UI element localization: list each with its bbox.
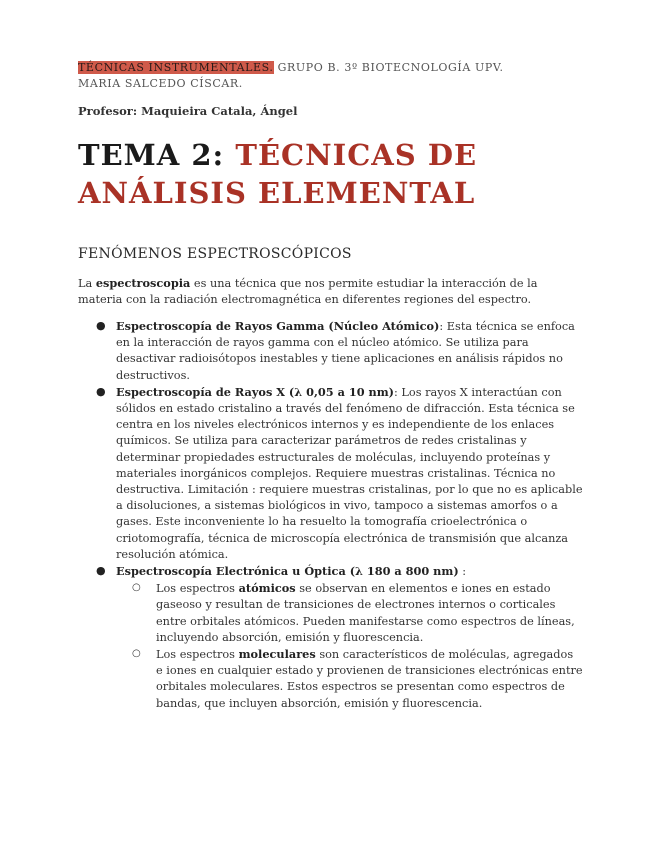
bullet-icon: ● [96,319,106,332]
sub-post: son característicos de moléculas, agregados e iones en cualquier estado y provienen de transiciones electrónicas entre orbitales moleculares. Estos espectros se presentan como espectros de bandas, que incluyen absorción, emisión y fluorescencia. [156,648,583,710]
sub-pre: Los espectros [156,582,239,596]
item-title: Espectroscopía de Rayos Gamma (Núcleo Atómico) [116,319,440,333]
course-group: GRUPO B. 3º BIOTECNOLOGÍA UPV. [273,61,504,74]
sub-term: moleculares [238,647,316,662]
sub-pre: Los espectros [156,648,239,662]
bullet-icon: ● [96,384,106,398]
title-accent-line-1: TÉCNICAS DE [235,138,478,172]
bullet-icon: ● [96,564,106,578]
item-title: Espectroscopía Electrónica u Óptica (λ 180 a 800 nm) [116,564,459,579]
title-accent-line-2: ANÁLISIS ELEMENTAL [78,176,476,210]
course-highlight: TÉCNICAS INSTRUMENTALES. [78,61,274,74]
sub-term: atómicos [238,581,296,596]
list-item-xray [78,384,583,563]
document-header [78,60,598,92]
page-title [78,136,618,212]
intro-term: espectroscopia [95,276,191,290]
item-text: : Esta técnica se enfoca en la interacción de rayos gamma con el núcleo atómico. Se utiliza para desactivar radioisótopos inestables y tiene aplicaciones en análisis rápidos no destructivos. [116,320,575,382]
section-heading: FENÓMENOS ESPECTROSCÓPICOS [78,246,352,262]
list-item-gamma [78,318,583,384]
sub-list [116,580,583,712]
list-item-optical [78,563,583,712]
sub-post: se observan en elementos e iones en estado gaseoso y resultan de transiciones de electrones internos o corticales entre orbitales atómicos. Pueden manifestarse como espectros de líneas, incluyendo absorción, emisión y fluorescencia. [156,582,575,644]
item-text: : Los rayos X interactúan con sólidos en estado cristalino a través del fenómeno de difracción. Esta técnica se centra en los niveles electrónicos internos y es independiente de los enlaces químicos. Se utiliza para caracterizar parámetros de redes cristalinas y determinar propiedades estructurales de moléculas, incluyendo proteínas y materiales inorgánicos complejos. Requiere muestras cristalinas. Técnica no destructiva. Limitación : requiere muestras cristalinas, por lo que no es aplicable a disoluciones, a sistemas biológicos in vivo, tampoco a sistemas amorfos o a gases. Este inconveniente lo ha resuelto la tomografía crioelectrónica o criotomografía, técnica de microscopía electrónica de transmisión que alcanza resolución atómica. [116,385,583,561]
intro-paragraph [78,275,583,308]
hollow-bullet-icon: ○ [132,582,141,594]
item-text: : [458,565,467,579]
author-name: MARIA SALCEDO CÍSCAR. [78,77,243,90]
sub-item-molecular [116,646,583,712]
professor-line: Profesor: Maquieira Catala, Ángel [78,104,298,118]
hollow-bullet-icon: ○ [132,648,141,660]
sub-item-atomic [116,580,583,646]
item-title: Espectroscopía de Rayos X (λ 0,05 a 10 nm) [116,384,394,399]
technique-list [78,318,583,712]
intro-pre: La [78,277,96,290]
intro-post: es una técnica que nos permite estudiar la interacción de la materia con la radiación electromagnética en diferentes regiones del espectro. [78,277,538,307]
title-prefix: TEMA 2: [78,138,236,172]
